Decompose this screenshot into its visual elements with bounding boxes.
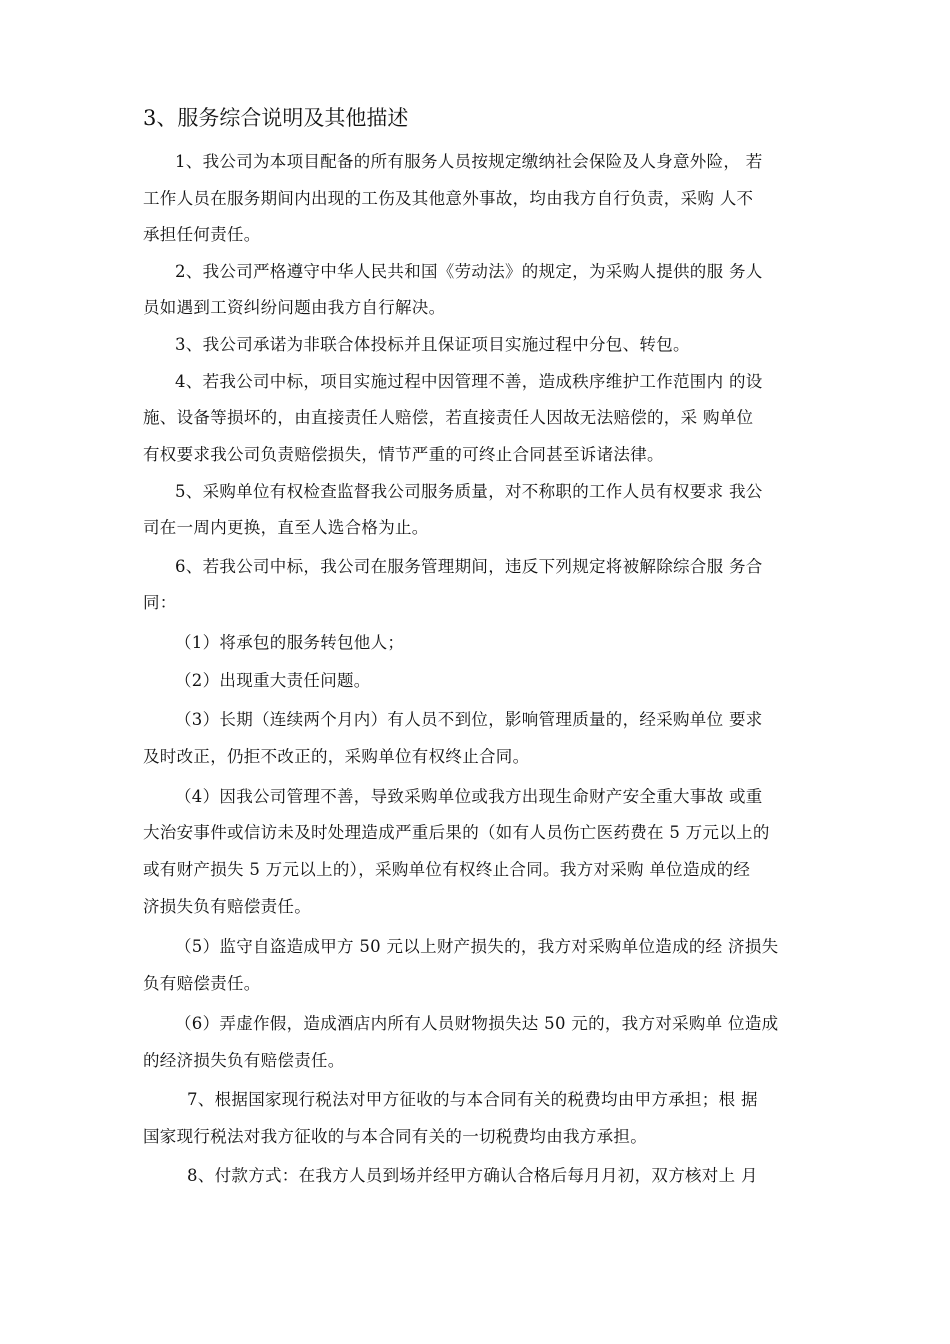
- paragraph-line: 承担任何责任。: [143, 225, 261, 244]
- list-item: （4）因我公司管理不善，导致采购单位或我方出现生命财产安全重大事故 或重: [175, 787, 763, 806]
- list-item: （2）出现重大责任问题。: [175, 671, 371, 690]
- paragraph-line: 5、采购单位有权检查监督我公司服务质量，对不称职的工作人员有权要求 我公: [175, 482, 763, 501]
- paragraph-line: 施、设备等损坏的，由直接责任人赔偿，若直接责任人因故无法赔偿的，采 购单位: [143, 408, 754, 427]
- paragraph-line: 济损失负有赔偿责任。: [143, 897, 311, 916]
- list-item: （3）长期（连续两个月内）有人员不到位，影响管理质量的，经采购单位 要求: [175, 710, 763, 729]
- paragraph-line: 员如遇到工资纠纷问题由我方自行解决。: [143, 298, 446, 317]
- list-item: （6）弄虚作假，造成酒店内所有人员财物损失达 50 元的，我方对采购单 位造成: [175, 1014, 779, 1033]
- paragraph-line: 同：: [143, 593, 177, 612]
- paragraph-line: 负有赔偿责任。: [143, 974, 261, 993]
- paragraph-line: 及时改正，仍拒不改正的，采购单位有权终止合同。: [143, 747, 530, 766]
- paragraph-line: 4、若我公司中标，项目实施过程中因管理不善，造成秩序维护工作范围内 的设: [175, 372, 763, 391]
- list-item: （5）监守自盗造成甲方 50 元以上财产损失的，我方对采购单位造成的经 济损失: [175, 937, 779, 956]
- paragraph-line: 1、我公司为本项目配备的所有服务人员按规定缴纳社会保险及人身意外险， 若: [175, 152, 763, 171]
- section-heading: 3、服务综合说明及其他描述: [143, 106, 409, 130]
- paragraph-line: 有权要求我公司负责赔偿损失，情节严重的可终止合同甚至诉诸法律。: [143, 445, 664, 464]
- paragraph-line: 工作人员在服务期间内出现的工伤及其他意外事故，均由我方自行负责，采购 人不: [143, 189, 754, 208]
- paragraph-line: 3、我公司承诺为非联合体投标并且保证项目实施过程中分包、转包。: [175, 335, 690, 354]
- paragraph-line: 大治安事件或信访未及时处理造成严重后果的（如有人员伤亡医药费在 5 万元以上的: [143, 823, 770, 842]
- paragraph-line: 6、若我公司中标，我公司在服务管理期间，违反下列规定将被解除综合服 务合: [175, 557, 763, 576]
- list-item: （1）将承包的服务转包他人；: [175, 633, 405, 652]
- paragraph-line: 或有财产损失 5 万元以上的），采购单位有权终止合同。我方对采购 单位造成的经: [143, 860, 751, 879]
- paragraph-line: 8、付款方式：在我方人员到场并经甲方确认合格后每月月初，双方核对上 月: [187, 1166, 758, 1185]
- paragraph-line: 的经济损失负有赔偿责任。: [143, 1051, 345, 1070]
- paragraph-line: 国家现行税法对我方征收的与本合同有关的一切税费均由我方承担。: [143, 1127, 647, 1146]
- paragraph-line: 7、根据国家现行税法对甲方征收的与本合同有关的税费均由甲方承担；根 据: [187, 1090, 758, 1109]
- paragraph-line: 司在一周内更换，直至人选合格为止。: [143, 518, 429, 537]
- paragraph-line: 2、我公司严格遵守中华人民共和国《劳动法》的规定，为采购人提供的服 务人: [175, 262, 763, 281]
